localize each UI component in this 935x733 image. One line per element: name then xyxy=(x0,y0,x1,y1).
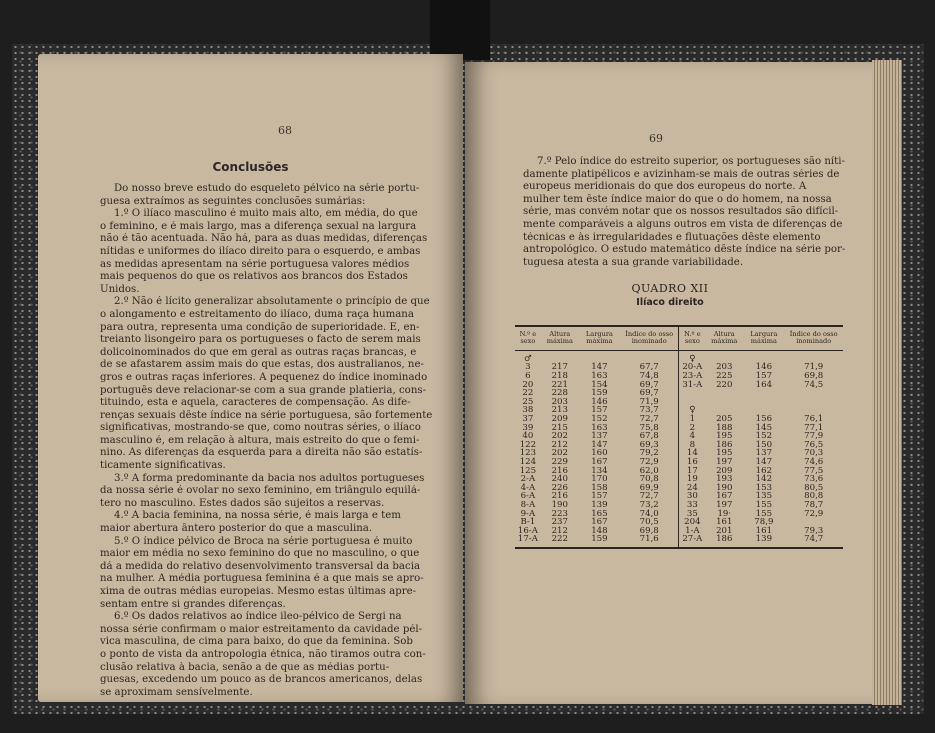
table-cell: 152 xyxy=(591,413,608,424)
table-header-cell: N.º e sexo xyxy=(515,326,541,350)
table-cell: 69,3 xyxy=(620,441,679,450)
table-cell: 27-A xyxy=(679,535,705,548)
table-cell: 134 xyxy=(591,465,608,476)
table-cell: 158 xyxy=(591,482,608,493)
table-cell: 79,3 xyxy=(804,525,824,536)
table-cell: 69,8 xyxy=(804,371,824,381)
text-line: clusão relativa à bacia, senão a de que as médias portu- xyxy=(100,661,390,673)
table-cell: 222 xyxy=(541,535,579,548)
table-cell: 229 xyxy=(551,456,568,467)
table-cell: 226 xyxy=(551,482,568,493)
table-cell: 3 xyxy=(525,362,531,373)
text-line: gros e outras raças inferiores. A pequenez do índice inominado xyxy=(100,371,428,383)
table-cell: 79,2 xyxy=(620,449,679,458)
table-cell: 72,9 xyxy=(804,508,824,519)
table-header-cell: Índice do osso inominado xyxy=(620,326,679,350)
table-cell: 74,0 xyxy=(620,510,679,519)
table-cell: 157 xyxy=(755,371,773,381)
table-cell: 221 xyxy=(551,379,568,390)
text-line: mais pequenos do que os relativos aos brancos dos Estados xyxy=(100,271,408,283)
page-edges xyxy=(872,60,902,705)
table-cell: 147 xyxy=(591,362,608,373)
table-cell: 17-A xyxy=(515,535,541,548)
table-cell: 193 xyxy=(716,474,733,485)
table-header-cell: N.º e sexo xyxy=(679,326,705,350)
table-cell xyxy=(705,398,743,407)
table-cell: 69,9 xyxy=(620,484,679,493)
table-cell: 167 xyxy=(591,456,608,467)
table-cell: 62,0 xyxy=(620,467,679,476)
table-cell: 170 xyxy=(591,474,608,485)
table-cell: 209 xyxy=(551,413,568,424)
table-cell: 14 xyxy=(686,448,698,459)
table-header-cell: Largura máxima xyxy=(579,326,620,350)
table-subtitle: Ilíaco direito xyxy=(636,297,704,308)
table-body xyxy=(515,350,843,548)
table-cell: 160 xyxy=(591,448,608,459)
table-cell: 74,8 xyxy=(620,372,679,381)
table-cell: 76,1 xyxy=(804,413,824,424)
text-line: tituindo, esta e aquela, caracteres de compensação. As dife- xyxy=(100,397,411,409)
text-line: significativas, mostrando-se que, como noutras séries, o ilíaco xyxy=(100,422,421,434)
table-cell: 78,9 xyxy=(754,517,774,528)
table-cell: 30 xyxy=(686,491,698,502)
table-cell: 186 xyxy=(705,535,743,548)
table-cell: 201 xyxy=(716,525,733,536)
table-cell: 74,5 xyxy=(804,379,824,390)
table-cell: 153 xyxy=(755,482,773,493)
table-cell: 217 xyxy=(551,362,568,373)
table-cell: 72,7 xyxy=(620,415,679,424)
table-cell: 122 xyxy=(519,439,537,450)
table-cell xyxy=(743,398,784,407)
table-cell: 75,8 xyxy=(620,424,679,433)
table-cell: 8-A xyxy=(520,499,536,510)
text-line: 5.º O índice pélvico de Broca na série portuguesa é muito xyxy=(114,535,413,547)
table-cell: 152 xyxy=(755,431,773,442)
table-cell: 9-A xyxy=(520,508,536,519)
table-header-cell: Altura máxima xyxy=(705,326,743,350)
table-cell: 202 xyxy=(551,431,568,442)
text-line: guesa extraímos as seguintes conclusões sumárias: xyxy=(100,195,366,207)
text-line: as medidas apresentam na série portuguesa valores médios xyxy=(100,258,410,270)
text-line: 1.º O ilíaco masculino é muito mais alto, em média, do que xyxy=(114,208,418,220)
page-number-left: 68 xyxy=(278,124,292,137)
table-title: QUADRO XII xyxy=(631,282,709,295)
table-cell: 209 xyxy=(716,465,733,476)
text-line: nossa série confirmam o maior estreitamento da cavidade pél- xyxy=(100,623,423,635)
table-cell: 163 xyxy=(591,422,608,433)
table-cell: 16-A xyxy=(517,525,538,536)
table-header-cell: Índice do osso inominado xyxy=(784,326,843,350)
table-cell: 23-A xyxy=(682,371,703,381)
table-cell: 20 xyxy=(522,379,534,390)
table-cell: 216 xyxy=(551,491,568,502)
table-cell: 161 xyxy=(755,525,773,536)
table-cell: 220 xyxy=(716,379,733,390)
table-cell: 124 xyxy=(519,456,537,467)
table-cell: 74,6 xyxy=(804,456,824,467)
table-cell: 39 xyxy=(522,422,534,433)
table-cell: 24 xyxy=(686,482,698,493)
text-line: dá a medida do relativo desenvolvimento transversal da bacia xyxy=(100,560,421,572)
table-cell: 69,7 xyxy=(620,389,679,398)
table-cell: 164 xyxy=(755,379,773,390)
right-page xyxy=(465,62,875,704)
text-line: ticamente significativas. xyxy=(100,460,226,472)
table-cell xyxy=(784,398,843,407)
text-line: mente comparáveis a alguns outros em vista de diferenças de xyxy=(523,218,843,230)
text-line: vica masculina, de cima para baixo, do que da feminina. Sob xyxy=(100,636,413,648)
table-cell: 1 xyxy=(689,413,696,424)
table-cell xyxy=(679,389,705,398)
table-cell: 2 xyxy=(689,422,696,433)
table-cell: 161 xyxy=(716,517,733,528)
table-cell: 146 xyxy=(755,362,773,373)
table-cell: ♀ xyxy=(689,353,696,364)
table-cell: 167 xyxy=(591,517,608,528)
table-cell: 73,7 xyxy=(620,406,679,415)
table-cell: 31-A xyxy=(682,379,703,390)
table-cell: 159 xyxy=(591,388,608,399)
text-line: masculino é, em relação à altura, mais estreito do que o femi- xyxy=(100,434,420,446)
table-cell: 190 xyxy=(716,482,733,493)
table-cell: 17 xyxy=(686,465,698,476)
table-row xyxy=(515,535,843,548)
table-cell: 203 xyxy=(716,362,733,373)
text-line: série, mas convém notar que os nossos resultados são difícil- xyxy=(523,206,839,218)
table-cell: 137 xyxy=(755,448,773,459)
table-cell: 139 xyxy=(743,535,784,548)
table-cell: 35 xyxy=(686,508,698,519)
table-cell: 216 xyxy=(551,465,568,476)
table-cell: 188 xyxy=(716,422,733,433)
text-line: nino. As diferenças da esquerda para a direita não são estatís- xyxy=(100,447,423,459)
table-header-cell: Largura máxima xyxy=(743,326,784,350)
table-cell: 72,9 xyxy=(620,458,679,467)
table-cell: 16 xyxy=(686,456,698,467)
table-cell: 8 xyxy=(689,439,696,450)
text-line: técnicas e às irregularidades e flutuações dêste elemento xyxy=(523,231,821,243)
table-cell: 25 xyxy=(522,396,534,407)
table-header-row xyxy=(515,326,843,350)
table-cell: 154 xyxy=(591,379,608,390)
table-cell: 22 xyxy=(522,388,534,399)
table-cell: 155 xyxy=(755,508,773,519)
table-cell: 146 xyxy=(591,396,608,407)
table-cell: 218 xyxy=(551,371,568,381)
text-line: xima de outras médias europeias. Mesmo estas últimas apre- xyxy=(100,586,417,597)
table-cell: 190 xyxy=(551,499,568,510)
table-cell: 165 xyxy=(591,508,608,519)
table-cell: 71,9 xyxy=(620,398,679,407)
text-line: nítidas e uniformes do ilíaco direito para o esquerdo, e ambas xyxy=(100,245,421,257)
table-cell: 150 xyxy=(755,439,773,450)
table-cell: 77,1 xyxy=(804,422,824,433)
table-cell: B-1 xyxy=(520,517,536,528)
table-cell: 204 xyxy=(684,517,701,528)
table-cell: ♂ xyxy=(524,353,532,364)
text-line: para outra, representa uma condição de superioridade. E, en- xyxy=(100,321,420,333)
right-text-block xyxy=(523,156,845,269)
table-cell: 125 xyxy=(519,465,537,476)
table-cell: 19 xyxy=(686,474,698,485)
table-cell: 139 xyxy=(591,499,608,510)
table-cell xyxy=(743,389,784,398)
table-cell: 197 xyxy=(716,499,733,510)
left-page xyxy=(38,54,463,702)
text-line: não é tão acentuada. Não há, para as duas medidas, diferenças xyxy=(100,233,428,245)
table-cell: 69,8 xyxy=(620,527,679,536)
table-cell: 159 xyxy=(579,535,620,548)
table-cell: 156 xyxy=(755,413,773,424)
table-cell: 237 xyxy=(551,517,568,528)
table-cell: 212 xyxy=(551,439,568,450)
page-number-right: 69 xyxy=(649,132,663,145)
table-cell: 67,7 xyxy=(620,363,679,372)
table-cell: 142 xyxy=(755,474,773,485)
table-cell: 167 xyxy=(716,491,733,502)
table-cell: 40 xyxy=(522,431,534,442)
text-line: Unidos. xyxy=(100,283,140,295)
table-cell: 78,7 xyxy=(804,499,824,510)
text-line: sentam entre si grandes diferenças. xyxy=(100,598,286,610)
table-cell: 38 xyxy=(522,405,534,416)
text-line: na mulher. A média portuguesa feminina é a que mais se apro- xyxy=(100,573,424,585)
table-cell: 155 xyxy=(755,499,773,510)
table-cell: 202 xyxy=(551,448,568,459)
table-cell: 135 xyxy=(755,491,773,502)
table-cell: 147 xyxy=(755,456,773,467)
left-text-block xyxy=(100,183,440,699)
table-cell: 72,7 xyxy=(620,492,679,501)
table-cell: 223 xyxy=(551,508,568,519)
table-cell: 6 xyxy=(525,371,531,381)
table-cell: 203 xyxy=(551,396,568,407)
table-cell: 70,8 xyxy=(620,475,679,484)
text-line: o alongamento e estreitamento do ilíaco, duma raça humana xyxy=(100,308,414,320)
text-line: 4.º A bacia feminina, na nossa série, é mais larga e tem xyxy=(114,510,401,522)
text-line: o ponto de vista da antropologia étnica, não tiramos outra con- xyxy=(100,648,426,660)
table-cell xyxy=(705,389,743,398)
text-line: guesas, excedendo um pouco as de brancos americanos, delas xyxy=(100,674,423,686)
text-line: antropológico. O estudo matemático dêste índice na série por- xyxy=(523,244,845,256)
text-line: português deve relacionar-se com a sua grande platieria, cons- xyxy=(100,384,427,396)
text-line: maior em média no sexo feminino do que no masculino, o que xyxy=(100,548,420,560)
table-cell: 4-A xyxy=(520,482,536,493)
table-cell: 163 xyxy=(591,371,608,381)
table-cell: 162 xyxy=(755,465,773,476)
text-line: de se afastarem assim mais do que estas, dos australianos, ne- xyxy=(100,359,424,371)
table-cell: 6-A xyxy=(520,491,536,502)
text-line: mulher tem êste índice maior do que o do homem, na nossa xyxy=(523,193,832,205)
table-cell: 37 xyxy=(522,413,534,424)
measurements-table xyxy=(515,325,843,549)
table-cell: 71,9 xyxy=(804,362,824,373)
table-cell: 205 xyxy=(716,413,733,424)
table-cell: 145 xyxy=(755,422,773,433)
text-line: da nossa série é ovolar no sexo feminino, em triângulo equilá- xyxy=(100,485,421,497)
table-cell: 2-A xyxy=(520,474,536,485)
table-cell: 197 xyxy=(716,456,733,467)
text-line: maior abertura ântero posterior do que a masculina. xyxy=(100,523,373,535)
table-cell: 71,6 xyxy=(620,535,679,548)
section-heading: Conclusões xyxy=(212,160,289,174)
table-cell: 73,2 xyxy=(620,501,679,510)
table-cell: 1-A xyxy=(685,525,700,536)
table-cell: 123 xyxy=(519,448,537,459)
text-line: renças sexuais dêste índice na série portuguesa, são fortemente xyxy=(100,409,433,421)
table-cell: 76,5 xyxy=(804,439,824,450)
text-line: dolicoinominados do que em geral as outras raças brancas, e xyxy=(100,346,417,358)
table-cell: 228 xyxy=(551,388,568,399)
table-cell: 213 xyxy=(551,405,568,416)
table-cell: 137 xyxy=(591,431,608,442)
table-cell: 215 xyxy=(551,422,568,433)
table-cell: 73,6 xyxy=(804,474,824,485)
text-line: 2.º Não é lícito generalizar absolutamente o princípio de que xyxy=(114,296,430,308)
text-line: tero no masculino. Estes dados são sujeitos a reservas. xyxy=(100,497,385,509)
table-cell: 186 xyxy=(716,439,733,450)
table-cell: 225 xyxy=(716,371,733,381)
table-cell: 157 xyxy=(591,491,608,502)
text-line: europeus meridionais do que dos europeus do norte. A xyxy=(523,181,807,193)
table-cell: 77,5 xyxy=(804,465,824,476)
table-cell: 20-A xyxy=(682,362,703,373)
table-cell: 147 xyxy=(591,439,608,450)
text-line: tuguesa atesta a sua grande variabilidade. xyxy=(523,256,744,268)
table-cell xyxy=(784,389,843,398)
table-header-cell: Altura máxima xyxy=(541,326,579,350)
table-cell: 80,5 xyxy=(804,482,824,493)
table-cell: 4 xyxy=(689,431,696,442)
text-line: Do nosso breve estudo do esqueleto pélvico na série portu- xyxy=(114,183,420,194)
table-cell: 69,7 xyxy=(620,381,679,390)
table-cell: 80,8 xyxy=(804,491,824,502)
table-cell: 77,9 xyxy=(804,431,824,442)
text-line: 7.º Pelo índice do estreito superior, os portugueses são níti- xyxy=(537,156,845,167)
text-line: treianto lisongeiro para os portugueses o facto de serem mais xyxy=(100,334,421,346)
table-cell: ♀ xyxy=(689,405,696,416)
table-cell: 67,8 xyxy=(620,432,679,441)
book-spine xyxy=(430,0,490,60)
table-cell: 157 xyxy=(591,405,608,416)
table-cell: 240 xyxy=(551,474,568,485)
text-line: o feminino, e é mais largo, mas a diferença sexual na largura xyxy=(100,220,417,232)
table-cell: 195 xyxy=(716,431,733,442)
table-cell: 33 xyxy=(686,499,698,510)
table-cell: 74,7 xyxy=(784,535,843,548)
table-cell: 212 xyxy=(551,525,568,536)
table-cell: 19· xyxy=(717,508,732,519)
text-line: 3.º A forma predominante da bacia nos adultos portugueses xyxy=(114,472,425,484)
text-line: 6.º Os dados relativos ao índice ileo-pélvico de Sergi na xyxy=(114,611,402,623)
table-cell: 195 xyxy=(716,448,733,459)
table-cell: 70,5 xyxy=(620,518,679,527)
table-cell: 70,3 xyxy=(804,448,824,459)
text-line: se aproximam sensívelmente. xyxy=(100,686,253,698)
table-cell: 148 xyxy=(591,525,608,536)
text-line: damente platipélicos e avizinham-se mais de outras séries de xyxy=(523,168,840,180)
